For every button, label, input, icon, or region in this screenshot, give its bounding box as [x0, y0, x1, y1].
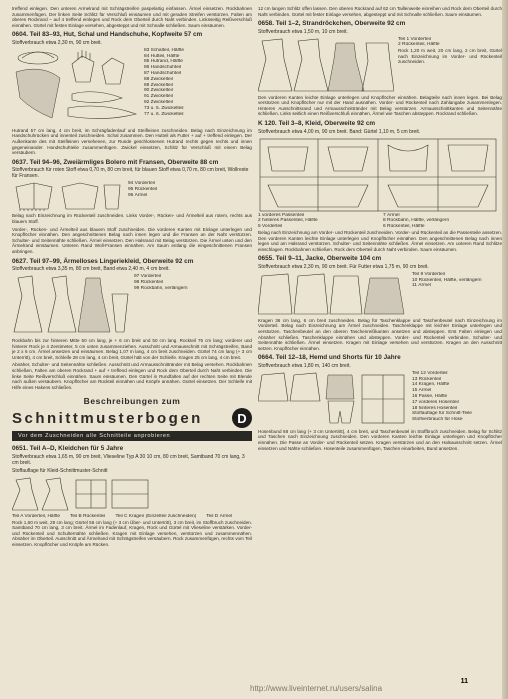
- piece-label: 77 u. 6. Zwickelteil: [144, 111, 184, 117]
- section-0627-note: Rockbahn bis zur hinteren Mitte 50 cm lang, je + 6 cm breit und 50 cm lang. Rockteil 75 cm lang; vorderer und hinterer Rock je 4 Zentimeter, 5 cm unten zusammenziehen. Ausschnitt und Armausschnitt mit Schrägstreifen, Band je 2 x 6 cm. Ärmel ansetzen und einsäumen. Belag 1,07 m lang, 4 cm breit zuschneiden. Gürtel 74 cm lang (+ 3 cm Unterritt), 4 cm breit, Schleife 28 cm lang, 4 cm breit, Gürtel hält von der Schleife. Kragen 25 cm lang, 4 cm breit.: [12, 338, 252, 360]
- piece-label: 11 Ärmel: [412, 283, 431, 289]
- section-0604-piece-list: [144, 48, 252, 118]
- piece-label: 8 Rockbahn, Hälfte, verlängern: [383, 218, 450, 224]
- section-0651-text: Rock 1,60 m weit, 28 cm lang; Gürtel 56 cm lang (+ 3 cm Über- und Untertritt), 3 cm breit, im Stoffbruch zuschneiden. Samtband 70 cm lang, 3 cm breit. Ärmel im Fadenlauf, Kragen, Rock und Gürtel mit Vlieseline verstärken. Vorder- und Rückenteil und Schulternähte schließen. Kragen mit Einlage versehen, verstürzen und zusammennähen. Abnäher im Oberteil. Ausschnitt und Ärmelrand mit Schrägstreifen versäubern. Rock zusammenfügen, rechts vom Teil einsetzen. Knopflöcher und Knöpfe am Rücken.: [12, 519, 252, 548]
- shirt-shorts-illustration: [258, 371, 408, 427]
- piece-label: Teil 1 Vorderteil: [398, 36, 431, 42]
- section-0664-figure-row: [258, 371, 502, 427]
- lingerie-dress-illustration: [12, 274, 130, 336]
- piece-label: 14 Kragen, Hälfte: [412, 382, 450, 388]
- section-K120-fabric: Stoffverbrauch etwa 4,00 m, 90 cm breit. Band: Gürtel 1,10 m, 5 cm breit.: [258, 128, 421, 135]
- piece-label: Teil A Vorderteil, Hälfte: [12, 513, 60, 519]
- piece-label: 6 Rückenteil, Hälfte: [383, 224, 425, 230]
- section-K120-text: Belag nach Einzeichnung am Vorder- und Rückenteil zuschneiden. Vorder- und Rückenteil an die Passenteile ansetzen. Den vorderen Kanten leichte Einlage unterlegen und Knopflöcher einnähen. Den angeschnittenen Belag nach innen legen und am Halsrand verstürzen. Schulter- und Seitennähte schließen. Ärmel einsetzen. Am unteren Rand Schlitze einschlagen. Rockbahnen schließen. Rock dem Oberteil durch Naht verbinden. Saum einsäumen.: [258, 229, 502, 252]
- piece-label: 99 Rockbahn, verlängern: [134, 285, 188, 291]
- section-0664-fabric: Stoffverbrauch etwa 1,80 m, 140 cm breit.: [258, 362, 351, 369]
- section-0651-heading: 0651. Teil A–D, Kleidchen für 5 Jahre: [12, 445, 124, 453]
- dress-pattern-diagram: [258, 137, 502, 213]
- section-0655-piece-list: [412, 272, 502, 289]
- section-0658-figure-row: [258, 37, 502, 93]
- piece-label: 10 Rückenteil, Hälfte, verlängern: [412, 277, 482, 283]
- section-0655-heading: 0655. Teil 9–11, Jacke, Oberweite 104 cm: [258, 255, 382, 263]
- piece-label: Teil D Ärmel: [206, 513, 233, 519]
- section-0664-text: Hosenbund 68 cm lang (+ 3 cm Untertritt), 4 cm breit, und Taschenbeutel im Stoffbruch zuschneiden. Belag für Schlitz und Taschen nach Einzeichnung zuschneiden. Den vorderen Kanten leichte Einlage unterlegen und Knopflöcher einnähen. Die Passe an Vorder- und Rückenteil setzen. Kragen verstürzen und an den Halsausschnitt setzen. Ärmel einsetzen und Nähte schließen. Hosenteile zusammenfügen, Taschen einarbeiten, Bund ansetzen.: [258, 428, 502, 451]
- piece-label: Teil B Rückenteil: [70, 513, 106, 519]
- piece-label: 2 hinteres Passenteil, Hälfte: [258, 218, 318, 224]
- section-0627-fabric: Stoffverbrauch etwa 3,35 m, 80 cm breit, Band etwa 2,40 m, 4 cm breit.: [12, 266, 170, 272]
- piece-label: Teil 9 Vorderteil: [412, 271, 445, 277]
- section-0664-piece-list: [412, 371, 502, 423]
- section-0655-text: Kragen 36 cm lang, 6 cm breit zuschneiden. Belag für Taschenklappe und Taschenbeutel nach Einzeichnung im Vorderteil. Belag nach Einzeichnung am Ärmel zuschneiden. Taschenklappe mit leichter Einlage unterlegen und verstürzen. Taschenbeutel an den oberen Taschenreißkanten ansetzen und absteppen. Erst Falten einlegen und Abnäher schließen. Taschenklappe einnähen und absteppen. Vorder- und Rückenteil verbinden. Schulter- und Seitennähte schließen. Ärmel einsetzen. Kragen mit Einlage versehen und verstürzen. Kragen an den Ausschnitt setzen. Knopflöcher einnähen.: [258, 317, 502, 351]
- piece-label: 16 Passe, Hälfte: [412, 394, 448, 400]
- piece-label: Stoffauflage für Schnitt-Teile: [412, 411, 472, 417]
- piece-label: 18 hinteres Hosenteil: [412, 405, 458, 411]
- section-0637-figure-row: [12, 181, 252, 211]
- section-K120-heading: K 120. Teil 3–8, Kleid, Oberweite 92 cm: [258, 120, 376, 128]
- page-binding-edge: [502, 0, 508, 699]
- section-0637-piece-list: [128, 181, 252, 198]
- piece-label: 88 Zwickelteil: [144, 76, 173, 82]
- section-0658-fabric: Stoffverbrauch etwa 1,50 m, 10 cm breit.: [258, 28, 348, 35]
- section-0637-fabric: Stoffverbrauch für roten Stoff etwa 0,70 m, 80 cm breit, für blauen Stoff etwa 0,70 m, 80 cm breit, Wollreste für Fransen.: [12, 167, 249, 180]
- piece-label: 98 Rückenteil: [134, 279, 164, 285]
- piece-label: 15 Ärmel: [412, 388, 432, 394]
- piece-label: 84 Hutteil, Hälfte: [144, 53, 180, 59]
- section-0658-text: Den vorderen Kanten leichte Einlage unterlegen und Knopflöcher einnähen. Belagteile nach innen legen. Bei Belag verstürzen und Knopflöcher nur mit der Hand ausnähen. Vorder- und Rückenteil nach Zahlangabe zusammenlegen. Hinteren Ausschnittsrand und Armausschnittränder mit Belag verstürzen. Armausschnittkanten und Seitennähte schließen. Links seitlich einen Reißverschluß einnähen, Ärmel wie Taschen absteppen. Rockrand schließen.: [258, 94, 502, 117]
- left-intro-text: treffend einlegen. Den unteren Armelrand mit Schrägstreifen paspelartig einfassen. Ärmel einsetzen. Rockbahnen zusammenfügen. Der linken Seite Schlitz für Verschluß einsäumen und mit geraden Streifen verstürzen. Falten am oberen Rockrand – auf 4 treffend einlegen und Rock dem Oberteil durch Naht verbinden. Linksseitig Reißverschluß einnähen. Gürtel mit festen Einlage versehen, abgesteppt und mit Schnalle schließen. Saum einsäumen.: [12, 6, 252, 28]
- right-column: [258, 6, 502, 453]
- piece-label: 86 Handschuhteil: [144, 65, 182, 71]
- section-0604-fabric: Stoffverbrauch etwa 2,30 m, 90 cm breit.: [12, 39, 102, 46]
- pattern-sheet-letter-badge: D: [232, 408, 252, 428]
- section-0658-piece-list: [398, 37, 502, 67]
- piece-label: Teil C Kragen (Einzelteil zuschneiden): [115, 513, 197, 519]
- hat-scarf-gloves-illustration: [12, 48, 140, 126]
- piece-label: 83 Schalteil, Hälfte: [144, 47, 184, 53]
- section-0627-figure-row: [12, 274, 252, 336]
- banner-line-1: Beschreibungen zum: [83, 396, 181, 407]
- section-0651-piece-list: [12, 514, 252, 520]
- piece-label: Teil 12 Vorderteil: [412, 370, 448, 376]
- beach-dress-illustration: [258, 37, 394, 93]
- section-0627-piece-list: [134, 274, 252, 291]
- section-0637-note: Belag nach Einzeichnung im Rückenteil zuschneiden. Links Vorder-, Rücken- und Ärmelteil aus rotem, rechts aus blauem Stoff.: [12, 213, 252, 224]
- banner-title: Schnittmusterbogen: [12, 409, 203, 427]
- banner-title-row: [12, 408, 252, 428]
- banner-instruction-bar: Vor dem Zuschneiden alle Schnitteile anprobieren: [12, 431, 252, 441]
- section-0651-subheading: Stoffauflage für Kleid-Schnittmuster-Schnitt: [12, 467, 108, 474]
- left-column: [12, 6, 252, 550]
- section-0664-heading: 0664. Teil 12–18, Hemd und Shorts für 10 Jahre: [258, 354, 401, 362]
- piece-label: 97 Vorderteil: [134, 274, 161, 279]
- piece-label: 7 Ärmel: [383, 212, 400, 218]
- piece-label: 91 Zwickelteil: [144, 94, 173, 100]
- section-0658-note: Rock 1,20 m weit, 20 cm lang, 2 cm breit, Gürtel nach Einzeichnung im Vorder- und Rückenteil zuschneiden.: [398, 48, 502, 65]
- piece-label: 89 Zwickelteil: [144, 82, 173, 88]
- piece-label: 92 Zwickelteil: [144, 100, 173, 106]
- schnittmusterbogen-banner: [12, 396, 252, 441]
- piece-label: 87 Handschuhteil: [144, 71, 182, 77]
- section-0604-text: Hutrand 57 cm lang, 4 cm breit, im Schrägfadenlauf und Steifleinen zuschneiden. Belag nach Einzeichnung im Handschuhrücken und innenteil zuschneiden. Schal zusammen. Den Hutteil als Futter + auf + treffend einlegen. Der Außenkante des mit Steifleinen versehenen, zur Runde geschlossenen Hutrand rechts gegen rechts und innen gegeneinander. Handschuhteile zusammenfügen. Zwickel einsetzen, Schlitz für Verschluß mit einem Belag versäubern.: [12, 127, 252, 156]
- section-0627-heading: 0627. Teil 97–99, Ärmelloses Lingeriekleid, Oberweite 92 cm: [12, 257, 194, 265]
- page-number: 11: [460, 678, 468, 685]
- piece-label: 17 vorderes Hosenteil: [412, 399, 459, 405]
- source-watermark: http://www.liveinternet.ru/users/salina: [250, 684, 383, 693]
- piece-label: 5 Vorderteil: [258, 224, 283, 230]
- section-0655-fabric: Stoffverbrauch etwa 2,30 m, 90 cm breit. Für Futter etwa 1,75 m, 90 cm breit.: [258, 263, 429, 270]
- piece-label: 90 Zwickelteil: [144, 88, 173, 94]
- section-0637-heading: 0637. Teil 94–96, Zweiärmliges Bolero mit Fransen, Oberweite 88 cm: [12, 158, 219, 166]
- piece-label: 1 vorderes Passenteil: [258, 212, 305, 218]
- section-0655-figure-row: [258, 272, 502, 316]
- jacket-illustration: [258, 272, 408, 316]
- piece-label: 13 Rückenteil: [412, 376, 442, 382]
- section-0651-figure-row: [12, 476, 252, 512]
- section-0604-figure-row: [12, 48, 252, 126]
- piece-label: 85 Hutrand, Hälfte: [144, 59, 183, 65]
- section-0627-text: Abnäher, Schulter- und Seitennähte schließen. Ausschnitt und Armausschnittränder mit Belag versehen. Rockbahnen schließen, Falten am oberen Rockrand + auf + treffend einlegen und Rock dem Oberteil durch Naht verbinden. Die linke Seite Reißverschluß einnähen. Saum einsäumen. Den Gürtel in Rundfalten auf der rechten Seite mit Blende nach außen versäubern. Knopflöcher am Rückteil einnähen und Knöpfe annähen. Gürtel einsetzen. Der Schleife mit Hilfe eines Hakens schließen.: [12, 362, 252, 390]
- piece-label: 2 Rückenteil, Hälfte: [398, 42, 440, 48]
- piece-label: 94 Vorderteil: [128, 181, 155, 187]
- section-0604-heading: 0604. Teil 83–93, Hut, Schal und Handschuhe, Kopfweite 57 cm: [12, 31, 203, 39]
- child-dress-illustration: [12, 476, 152, 512]
- section-0651-fabric: Stoffverbrauch etwa 1,65 m, 90 cm breit, Vlieseline Typ A 30 10 cm, 80 cm breit, Samtband 70 cm lang, 3 cm breit.: [12, 453, 245, 466]
- right-intro-text: 12 cm langen Schlitz offen lassen. Den oberen Rockrand auf 62 cm Taillenweite einreihen und Rock dem Oberteil durch Naht verbinden. Gürtel mit fester Einlage versehen, abgesteppt und mit Schnalle schließen. Saum einsäumen.: [258, 6, 502, 17]
- piece-label: 95 Rückenteil: [128, 187, 158, 193]
- piece-label: 73 u. 5. Zwickelteil: [144, 105, 184, 111]
- section-0658-heading: 0658. Teil 1–2, Strandröckchen, Oberweite 92 cm: [258, 20, 406, 28]
- section-0637-text: Vorder-, Rücken- und Ärmelteil aus blauem Stoff zuschneiden. Die vorderen Kanten mit Einlage unterlegen und Knopflöcher einnähen. Den angeschnittenen Belag nach innen legen und die Fransen an der Naht verstürzen. Schulter- und Seitennähte schließen. Ärmel einsetzen. Den Halsrand mit Belag verstürzen. Die Ärmel unten und den Ärmelrand einsäumen. Unteren Rand Woll-Fransen einnähen. Am Saum entlang die eingeschnittenen Fransen anbringen.: [12, 226, 252, 254]
- piece-label: 96 Ärmel: [128, 192, 148, 198]
- bolero-illustration: [12, 181, 124, 211]
- piece-label: Stoffverbrauch für Hose: [412, 417, 463, 423]
- section-K120-piece-list: [258, 213, 502, 230]
